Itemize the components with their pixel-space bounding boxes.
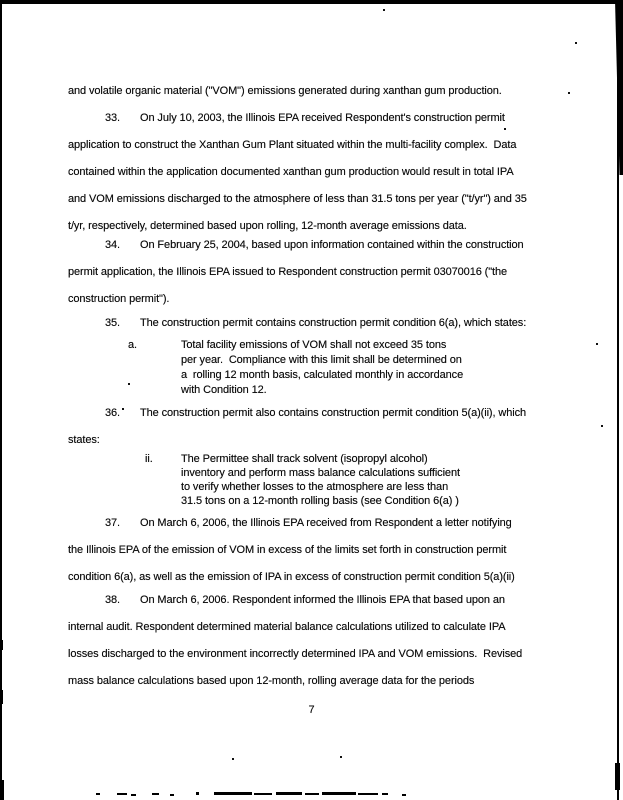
blockquote-condition-6a — [68, 338, 568, 398]
text-line: application to construct the Xanthan Gum Plant situated within the multi-facility complex. Data — [68, 139, 517, 151]
blockquote-label: a. — [128, 339, 137, 351]
scan-speck — [340, 756, 342, 758]
text-line: and VOM emissions discharged to the atmosphere of less than 31.5 tons per year ("t/yr") and 35 — [68, 193, 527, 205]
text-line: 35. The construction permit contains construction permit condition 6(a), which states: — [68, 310, 568, 337]
scan-speck — [383, 9, 385, 11]
intro-continuation-line — [68, 78, 568, 105]
scan-border-left — [0, 0, 2, 800]
text-line: losses discharged to the environment incorrectly determined IPA and VOM emissions. Revised — [68, 648, 523, 660]
paragraph-number: 35. — [105, 317, 120, 329]
text-line: internal audit. Respondent determined material balance calculations utilized to calculate IPA — [68, 621, 506, 633]
text-line: to verify whether losses to the atmosphere are less than — [181, 481, 449, 493]
blockquote-condition-5aii — [68, 452, 568, 508]
text-line: 38. On March 6, 2006. Respondent informed the Illinois EPA that based upon an — [68, 587, 568, 614]
scan-border-top — [0, 0, 623, 4]
paragraph-35 — [68, 310, 568, 337]
page-number: 7 — [308, 704, 315, 716]
blockquote-label: ii. — [145, 453, 153, 465]
text-line: 34. On February 25, 2004, based upon information contained within the construction — [68, 232, 568, 259]
scan-blob — [0, 780, 4, 800]
text-line: 37. On March 6, 2006, the Illinois EPA received from Respondent a letter notifying — [68, 510, 568, 537]
text-line: permit application, the Illinois EPA issued to Respondent construction permit 03070016 ("the — [68, 266, 508, 278]
text-line: the Illinois EPA of the emission of VOM in excess of the limits set forth in construction permit — [68, 544, 507, 556]
text-line: states: — [68, 434, 100, 446]
text-line: The Permittee shall track solvent (isopropyl alcohol) — [181, 453, 428, 465]
paragraph-38 — [68, 587, 568, 695]
paragraph-37 — [68, 510, 568, 591]
paragraph-33 — [68, 105, 568, 240]
text-line: construction permit"). — [68, 293, 170, 305]
text-line: 33. On July 10, 2003, the Illinois EPA received Respondent's construction permit — [68, 105, 568, 132]
scan-blob — [615, 763, 620, 790]
paragraph-number: 34. — [105, 239, 120, 251]
text-line: per year. Compliance with this limit shall be determined on — [181, 354, 462, 366]
text-line: contained within the application documented xanthan gum production would result in total IPA — [68, 166, 514, 178]
scan-speck — [575, 42, 577, 44]
paragraph-36 — [68, 400, 568, 454]
text-line: 36. The construction permit also contains construction permit condition 5(a)(ii), which — [68, 400, 568, 427]
paragraph-number: 36. — [105, 407, 120, 419]
paragraph-number: 38. — [105, 594, 120, 606]
scan-speck — [232, 758, 234, 760]
text-line: mass balance calculations based upon 12-month, rolling average data for the periods — [68, 675, 475, 687]
text-line: t/yr, respectively, determined based upon rolling, 12-month average emissions data. — [68, 220, 467, 232]
text-line: 31.5 tons on a 12-month rolling basis (see Condition 6(a) ) — [181, 495, 459, 507]
paragraph-34 — [68, 232, 568, 313]
text-line: a rolling 12 month basis, calculated monthly in accordance — [181, 369, 464, 381]
text-line: inventory and perform mass balance calculations sufficient — [181, 467, 460, 479]
text-line: Total facility emissions of VOM shall not exceed 35 tons — [181, 339, 447, 351]
scan-speck — [596, 343, 598, 345]
scan-speck — [568, 92, 570, 94]
paragraph-number: 33. — [105, 112, 120, 124]
scan-speck — [601, 425, 603, 427]
text-line: condition 6(a), as well as the emission of IPA in excess of construction permit condition 5(a)(ii) — [68, 571, 515, 583]
scan-blob — [0, 640, 3, 650]
paragraph-number: 37. — [105, 517, 120, 529]
text-line: and volatile organic material ("VOM") emissions generated during xanthan gum production. — [68, 85, 502, 97]
text-line: with Condition 12. — [181, 384, 267, 396]
